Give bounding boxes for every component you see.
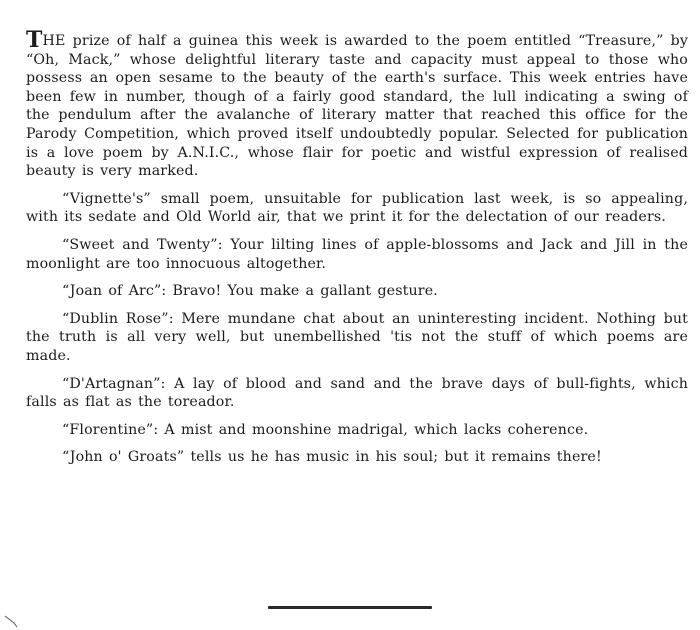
corner-scratch-mark bbox=[4, 614, 18, 628]
paragraph-john-o-groats: “John o' Groats” tells us he has music in his soul; but it remains there! bbox=[62, 449, 602, 466]
intro-text: HE prize of half a guinea this week is awarded to the poem entitled “Treasure,” by “Oh, Mack,” whose delightful literary taste and capacity must appeal to those who possess an open sesame to the beauty of the earth's surface. This week entries have been few in number, though of a fairly good standard, the lull indicating a swing of the pendulum after the avalanche of literary matter that reached this office for the Parody Competition, which proved itself undoubtedly popular. Selected for publication is a love poem by A.N.I.C., whose flair for poetic and wistful expression of realised beauty is very marked. bbox=[26, 33, 688, 180]
paragraph-sweet-and-twenty: “Sweet and Twenty”: Your lilting lines of apple-blossoms and Jack and Jill in the moonlight are too innocuous altogether. bbox=[26, 236, 688, 272]
paragraph-joan-of-arc: “Joan of Arc”: Bravo! You make a gallant gesture. bbox=[62, 283, 438, 300]
paragraph-florentine: “Florentine”: A mist and moonshine madrigal, which lacks coherence. bbox=[62, 421, 589, 438]
paragraph-vignette: “Vignette's” small poem, unsuitable for publication last week, is so appealing, with its sedate and Old World air, that we print it for the delectation of our readers. bbox=[26, 190, 688, 226]
article-body bbox=[26, 27, 688, 476]
intro-paragraph bbox=[26, 27, 688, 181]
paragraph-dublin-rose: “Dublin Rose”: Mere mundane chat about an uninteresting incident. Nothing but the truth is all very well, but unembellished 'tis not the stuff of which poems are made. bbox=[26, 310, 688, 364]
paragraph-dartagnan: “D'Artagnan”: A lay of blood and sand and the brave days of bull-fights, which falls as flat as the toreador. bbox=[26, 375, 688, 411]
drop-cap: T bbox=[26, 27, 43, 53]
section-divider-rule bbox=[268, 606, 432, 609]
